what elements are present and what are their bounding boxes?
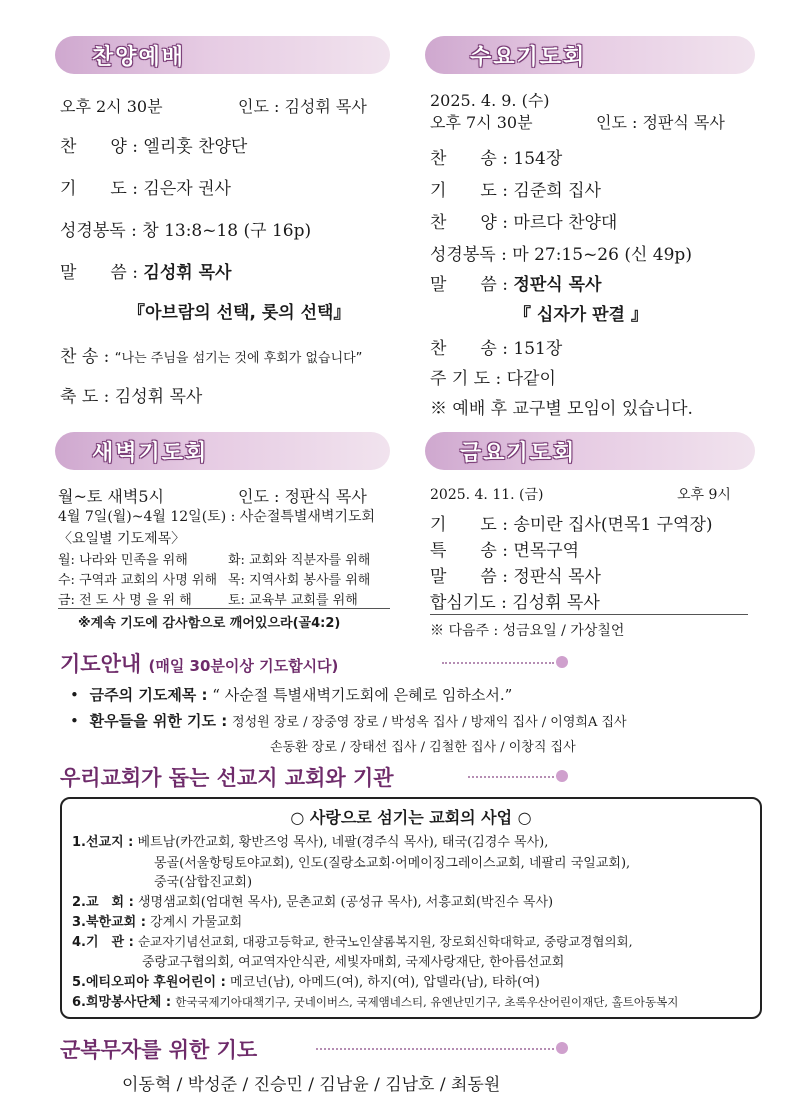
- sunday-row-scripture: 성경봉독 : 창 13:8~18 (구 16p): [60, 221, 312, 241]
- mission-line: 순교자기념선교회, 대광고등학교, 한국노인샬롬복지원, 장로회신학대학교, 중랑교경협의회,: [137, 934, 633, 949]
- row-value: 김성휘 목사: [143, 263, 232, 283]
- row-value: 창 13:8~18 (구 16p): [142, 221, 312, 241]
- mission-item: [72, 991, 678, 1010]
- row-value: 정판식 목사: [513, 275, 602, 295]
- row-value: 151장: [513, 339, 563, 359]
- row-label: 찬 양: [60, 137, 127, 157]
- wednesday-row: 말 씀 : 정판식 목사: [430, 275, 602, 295]
- row-label: 성경봉독: [60, 221, 126, 241]
- mission-item: [72, 931, 633, 950]
- row-label: 찬 송: [430, 339, 497, 359]
- dawn-topic-row: [58, 549, 370, 568]
- mission-item: [72, 971, 540, 990]
- mission-label: 4.기 관 :: [72, 935, 134, 950]
- wednesday-row: 찬 송 : 154장: [430, 149, 563, 169]
- weekly-prayer-value: “ 사순절 특별새벽기도회에 은혜로 임하소서.”: [212, 686, 513, 704]
- missions-box-title: ○ 사랑으로 섬기는 교회의 사업 ○: [290, 808, 532, 827]
- friday-title: 금요기도회: [460, 441, 577, 466]
- mission-line: 강계시 가물교회: [150, 915, 243, 930]
- row-value: 엘리홋 찬양단: [143, 137, 248, 157]
- mission-item: [72, 911, 242, 930]
- missions-dot: [556, 770, 568, 782]
- row-label: 찬 양: [430, 213, 497, 233]
- friday-divider: [430, 614, 748, 615]
- sick-prayer-label: 환우들을 위한 기도 :: [89, 712, 228, 730]
- dawn-divider: [58, 608, 390, 609]
- row-value: 김성휘 목사: [512, 593, 600, 613]
- row-label: 기 도: [430, 515, 497, 535]
- row-label: 주 기 도: [430, 369, 491, 389]
- wednesday-notice: ※ 예배 후 교구별 모임이 있습니다.: [430, 399, 693, 419]
- sunday-row-prayer: 기 도 : 김은자 권사: [60, 179, 231, 199]
- wednesday-title: 수요기도회: [470, 45, 587, 70]
- mission-line: 중국(삼합진교회): [154, 875, 253, 890]
- friday-row: 특 송 : 면목구역: [430, 541, 580, 561]
- missions-dotted-rule: [468, 776, 554, 778]
- row-value: 154장: [513, 149, 563, 169]
- mission-line: 한국국제기아대책기구, 굿네이버스, 국제앰네스티, 유엔난민기구, 초록우산어린이재단, 홀트아동복지: [175, 995, 679, 1009]
- row-label: 기 도: [430, 181, 497, 201]
- wednesday-row: 주 기 도 : 다같이: [430, 369, 556, 389]
- dawn-leader: 인도 : 정판식 목사: [238, 487, 367, 506]
- friday-row: 기 도 : 송미란 집사(면목1 구역장): [430, 515, 713, 535]
- wednesday-row: 찬 송 : 151장: [430, 339, 563, 359]
- wednesday-row: 기 도 : 김준희 집사: [430, 181, 601, 201]
- row-label: 특 송: [430, 541, 497, 561]
- military-dot: [556, 1042, 568, 1054]
- row-value: 마르다 찬양대: [513, 213, 618, 233]
- row-label: 말 씀: [430, 275, 497, 295]
- sunday-row-praise: 찬 양 : 엘리홋 찬양단: [60, 137, 248, 157]
- dawn-schedule: 월~토 새벽5시: [58, 487, 164, 506]
- topic-a: 수: 구역과 교회의 사명 위해: [58, 573, 218, 588]
- prayer-guide-title: 기도안내: [60, 652, 142, 676]
- sunday-sermon-title: 『아브람의 선택, 롯의 선택』: [128, 303, 351, 323]
- friday-row: 말 씀 : 정판식 목사: [430, 567, 601, 587]
- wednesday-sermon-title: 『 십자가 판결 』: [514, 305, 648, 325]
- dawn-title: 새벽기도회: [92, 441, 209, 466]
- mission-item: [72, 891, 553, 910]
- topic-b: 화: 교회와 직분자를 위해: [228, 553, 371, 568]
- weekly-prayer-label: 금주의 기도제목 :: [89, 686, 208, 704]
- mission-label: 2.교 회 :: [72, 895, 134, 910]
- sunday-service-time: 오후 2시 30분: [60, 97, 163, 116]
- friday-date: 2025. 4. 11. (금): [430, 487, 544, 503]
- prayer-guide-dot: [556, 656, 568, 668]
- row-label: 합심기도: [430, 593, 496, 613]
- mission-label: 6.희망봉사단체 :: [72, 995, 172, 1010]
- hymn-label: 찬 송 :: [60, 347, 110, 367]
- mission-line: 베트남(카깐교회, 황반즈엉 목사), 네팔(경주식 목사), 태국(김경수 목사),: [137, 835, 549, 850]
- row-value: 김준희 집사: [513, 181, 601, 201]
- wednesday-leader: 인도 : 정판식 목사: [596, 113, 725, 132]
- sunday-row-sermon: 말 씀 : 김성휘 목사: [60, 263, 232, 283]
- dawn-topic-row: [58, 589, 358, 608]
- mission-line: 생명샘교회(엄대현 목사), 문촌교회 (공성규 목사), 서흥교회(박진수 목사): [137, 895, 554, 910]
- row-value: 정판식 목사: [513, 567, 601, 587]
- dawn-period: 4월 7일(월)~4월 12일(토) : 사순절특별새벽기도회: [58, 509, 376, 525]
- row-value: 김은자 권사: [143, 179, 231, 199]
- row-value: 면목구역: [513, 541, 580, 561]
- mission-label: 5.에티오피아 후원어린이 :: [72, 975, 226, 990]
- wednesday-time: 오후 7시 30분: [430, 113, 533, 132]
- sick-prayer: [70, 710, 627, 731]
- sunday-blessing: 축 도 : 김성휘 목사: [60, 387, 203, 407]
- mission-line: 메코넌(남), 아메드(여), 하지(여), 압델라(남), 타하(여): [229, 975, 540, 990]
- sunday-service-leader: 인도 : 김성휘 목사: [238, 97, 367, 116]
- row-value: 마 27:15~26 (신 49p): [512, 245, 692, 265]
- topic-a: 금: 전 도 사 명 을 위 해: [58, 593, 192, 608]
- wednesday-date: 2025. 4. 9. (수): [430, 91, 550, 110]
- mission-item: [72, 833, 548, 852]
- dawn-topic-row: [58, 569, 370, 588]
- military-names: 이동혁 / 박성준 / 진승민 / 김남윤 / 김남호 / 최동원: [122, 1075, 501, 1095]
- topic-b: 목: 지역사회 봉사를 위해: [228, 573, 371, 588]
- mission-line: 중랑교구협의회, 여교역자안식관, 세빛자매회, 국제사랑재단, 한아름선교회: [142, 955, 565, 970]
- prayer-guide-heading: [60, 648, 338, 678]
- prayer-guide-subtitle: (매일 30분이상 기도합시다): [148, 657, 339, 675]
- sunday-hymn: [60, 342, 362, 367]
- wednesday-row: 성경봉독 : 마 27:15~26 (신 49p): [430, 245, 692, 265]
- row-label: 기 도: [60, 179, 127, 199]
- row-label: 말 씀: [430, 567, 497, 587]
- dawn-topics-title: 〈요일별 기도제목〉: [58, 531, 186, 547]
- sick-prayer-line2: 손동환 장로 / 장태선 집사 / 김철한 집사 / 이창직 집사: [270, 740, 576, 755]
- topic-a: 월: 나라와 민족을 위해: [58, 553, 188, 568]
- military-dotted-rule: [316, 1048, 554, 1050]
- row-label: 성경봉독: [430, 245, 496, 265]
- military-heading: 군복무자를 위한 기도: [60, 1038, 258, 1062]
- missions-heading: 우리교회가 돕는 선교지 교회와 기관: [60, 766, 394, 790]
- mission-label: 1.선교지 :: [72, 835, 134, 850]
- row-label: 말 씀: [60, 263, 127, 283]
- weekly-prayer-topic: [70, 684, 512, 705]
- hymn-value: “나는 주님을 섬기는 것에 후회가 없습니다”: [114, 351, 363, 366]
- mission-label: 3.북한교회 :: [72, 915, 146, 930]
- row-value: 송미란 집사(면목1 구역장): [513, 515, 713, 535]
- row-label: 찬 송: [430, 149, 497, 169]
- mission-line: 몽골(서울항팅토야교회), 인도(질랑소교회·어메이징그레이스교회, 네팔리 국일교회),: [154, 856, 631, 871]
- dawn-verse: ※계속 기도에 감사함으로 깨어있으라(골4:2): [78, 616, 341, 631]
- missions-box: [60, 797, 762, 1019]
- topic-b: 토: 교육부 교회를 위해: [228, 593, 358, 608]
- friday-row: 합심기도 : 김성휘 목사: [430, 593, 600, 613]
- sunday-service-title: 찬양예배: [92, 45, 186, 70]
- friday-time: 오후 9시: [677, 487, 731, 503]
- wednesday-row: 찬 양 : 마르다 찬양대: [430, 213, 618, 233]
- sick-prayer-line1: 정성원 장로 / 장중영 장로 / 박성옥 집사 / 방재익 집사 / 이영희A 집사: [232, 715, 627, 730]
- friday-next: ※ 다음주 : 성금요일 / 가상칠언: [430, 623, 625, 639]
- prayer-guide-dotted-rule: [442, 662, 554, 664]
- row-value: 다같이: [506, 369, 556, 389]
